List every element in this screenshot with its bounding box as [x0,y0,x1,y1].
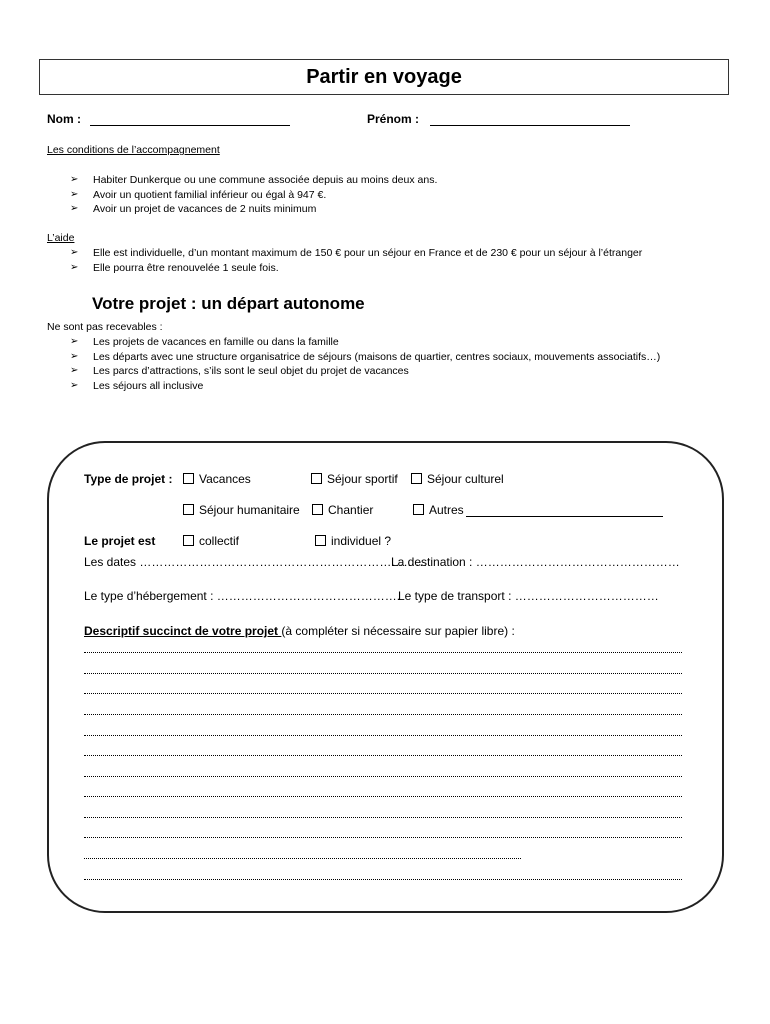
arrow-bullet-icon: ➢ [70,336,79,347]
dates-field[interactable]: Les dates ……………………………………………………………… [84,555,428,569]
checkbox-autres[interactable]: Autres [413,503,464,517]
checkbox-collectif[interactable]: collectif [183,534,239,548]
checkbox-icon[interactable] [183,504,194,515]
checkbox-sejour-sportif[interactable]: Séjour sportif [311,472,398,486]
nom-field[interactable] [90,125,290,126]
autres-field[interactable] [466,516,663,517]
checkbox-individuel[interactable]: individuel ? [315,534,391,548]
prenom-field[interactable] [430,125,630,126]
list-item: ➢ Les projets de vacances en famille ou dans la famille [70,336,339,348]
checkbox-icon[interactable] [311,473,322,484]
descriptif-line[interactable] [84,673,682,674]
descriptif-line[interactable] [84,837,682,838]
checkbox-icon[interactable] [183,473,194,484]
descriptif-line[interactable] [84,735,682,736]
arrow-bullet-icon: ➢ [70,261,79,273]
descriptif-label: Descriptif succinct de votre projet (à compléter si nécessaire sur papier libre) : [84,624,515,638]
checkbox-icon[interactable] [183,535,194,546]
checkbox-icon[interactable] [315,535,326,546]
checkbox-icon[interactable] [413,504,424,515]
checkbox-sejour-culturel[interactable]: Séjour culturel [411,472,504,486]
transport-field[interactable]: Le type de transport : ……………………………… [398,589,659,603]
descriptif-line[interactable] [84,879,682,880]
descriptif-line[interactable] [84,755,682,756]
projet-intro: Ne sont pas recevables : [47,321,163,333]
projet-est-label: Le projet est [84,534,156,548]
descriptif-line[interactable] [84,858,521,859]
descriptif-line[interactable] [84,714,682,715]
arrow-bullet-icon: ➢ [70,350,79,362]
list-item: ➢ Les séjours all inclusive [70,379,204,392]
prenom-label: Prénom : [367,112,420,126]
arrow-bullet-icon: ➢ [70,247,79,258]
type-projet-label: Type de projet : [84,472,173,486]
form-frame [47,441,724,913]
checkbox-icon[interactable] [312,504,323,515]
aide-list [70,246,642,275]
page-title: Partir en voyage [39,59,729,95]
destination-field[interactable]: La destination : …………………………………………… [391,555,680,569]
descriptif-line[interactable] [84,693,682,694]
arrow-bullet-icon: ➢ [70,365,79,376]
list-item: ➢ Avoir un quotient familial inférieur ou égal à 947 €. [70,188,327,201]
list-item: ➢ Elle pourra être renouvelée 1 seule fois. [70,261,279,274]
non-recevables-list [70,335,660,393]
projet-section-title: Votre projet : un départ autonome [92,294,365,313]
conditions-list [70,173,437,217]
checkbox-chantier[interactable]: Chantier [312,503,373,517]
arrow-bullet-icon: ➢ [70,174,79,185]
conditions-heading: Les conditions de l’accompagnement [47,144,220,156]
arrow-bullet-icon: ➢ [70,188,79,200]
descriptif-line[interactable] [84,776,682,777]
list-item: ➢ Habiter Dunkerque ou une commune associée depuis au moins deux ans. [70,174,438,186]
list-item: ➢ Les parcs d’attractions, s’ils sont le seul objet du projet de vacances [70,365,409,377]
nom-label: Nom : [47,112,81,126]
checkbox-icon[interactable] [411,473,422,484]
descriptif-line[interactable] [84,652,682,653]
checkbox-vacances[interactable]: Vacances [183,472,251,486]
descriptif-line[interactable] [84,817,682,818]
hebergement-field[interactable]: Le type d’hébergement : ………………………………………. [84,589,401,603]
arrow-bullet-icon: ➢ [70,203,79,214]
aide-heading: L’aide [47,232,75,244]
list-item: ➢ Les départs avec une structure organisatrice de séjours (maisons de quartier, centres sociaux, mouvements associatifs…) [70,350,661,363]
checkbox-sejour-humanitaire[interactable]: Séjour humanitaire [183,503,300,517]
arrow-bullet-icon: ➢ [70,379,79,391]
list-item: ➢ Avoir un projet de vacances de 2 nuits minimum [70,203,317,215]
list-item: ➢ Elle est individuelle, d’un montant maximum de 150 € pour un séjour en France et de 230 € pour un séjour à l’étranger [70,247,643,259]
descriptif-line[interactable] [84,796,682,797]
